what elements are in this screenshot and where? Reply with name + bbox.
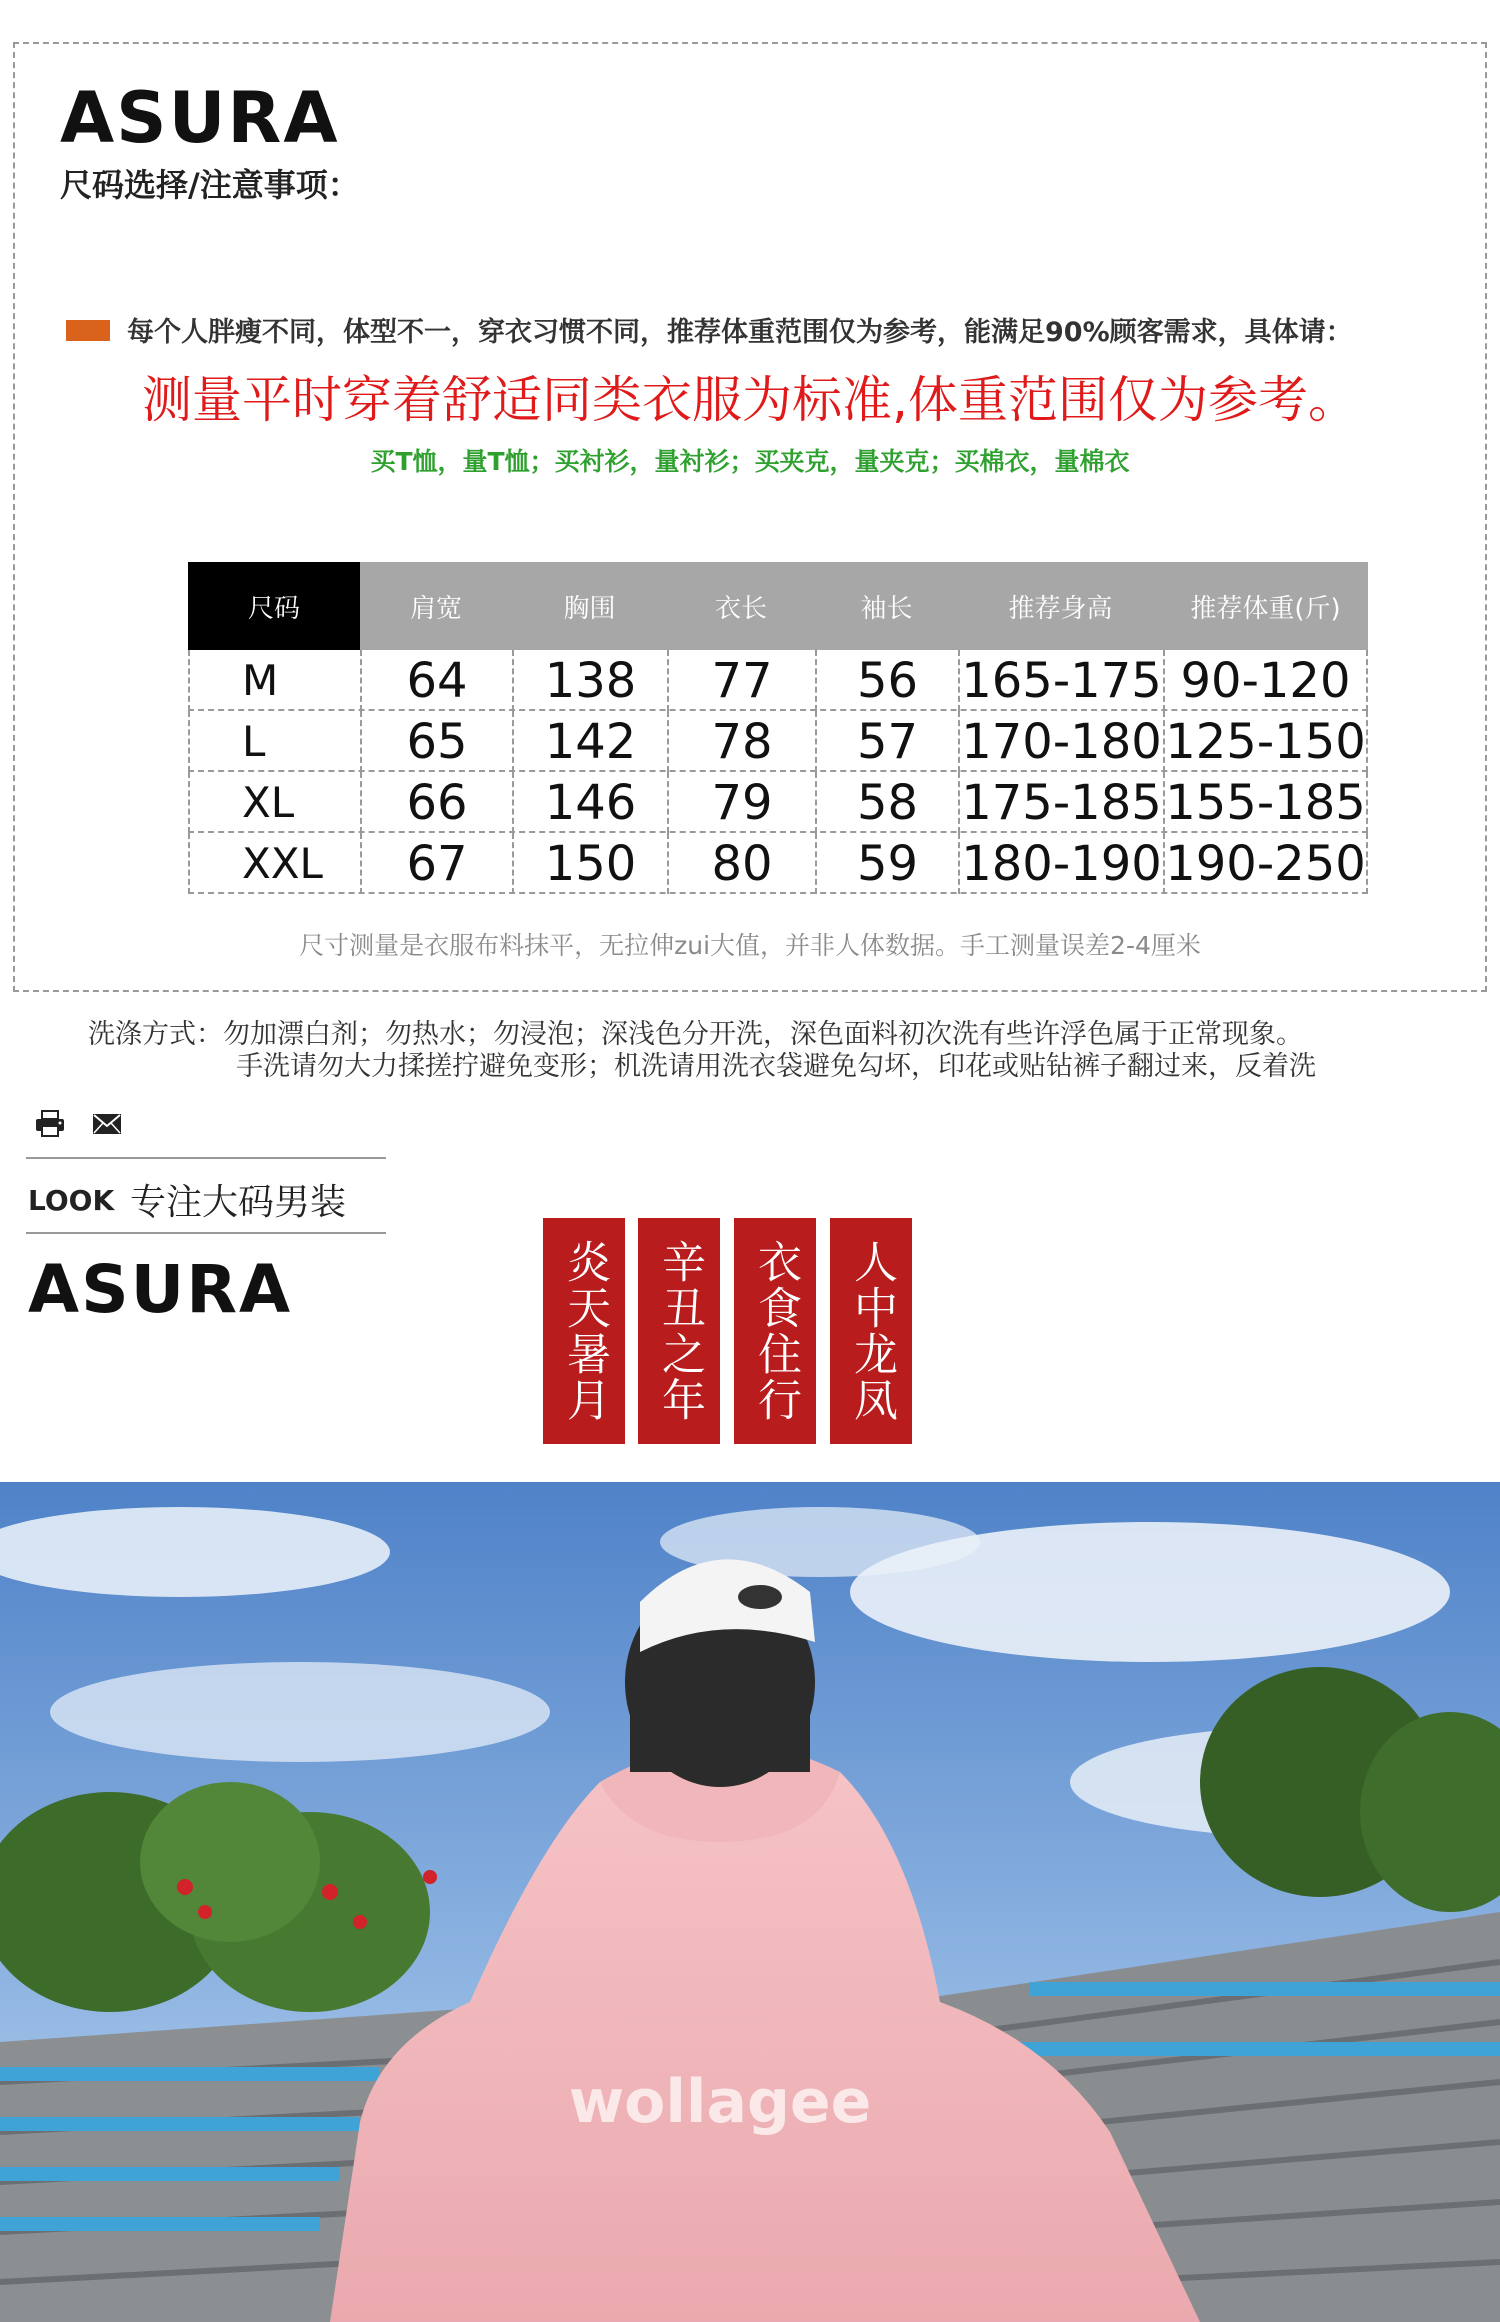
table-cell: L [188, 711, 360, 772]
table-cell: 80 [667, 833, 815, 894]
guide-red-note: 测量平时穿着舒适同类衣服为标准,体重范围仅为参考。 [142, 371, 1358, 429]
table-cell: 190-250 [1163, 833, 1368, 894]
table-cell: 56 [815, 650, 958, 711]
guide-note: 每个人胖瘦不同，体型不一，穿衣习惯不同，推荐体重范围仅为参考，能满足90%顾客需求，具体请： [127, 317, 1353, 348]
brand-logo-top: ASURA [60, 77, 340, 159]
table-cell: 59 [815, 833, 958, 894]
table-cell: 66 [360, 772, 512, 833]
table-cell: 67 [360, 833, 512, 894]
table-cell: M [188, 650, 360, 711]
product-photo [0, 1482, 1500, 2322]
table-cell: XL [188, 772, 360, 833]
table-cell: 78 [667, 711, 815, 772]
table-header: 推荐身高 [958, 562, 1163, 650]
table-header: 袖长 [815, 562, 958, 650]
divider [26, 1232, 386, 1234]
measure-note: 尺寸测量是衣服布料抹平，无拉伸zui大值，并非人体数据。手工测量误差2-4厘米 [299, 931, 1201, 960]
table-row [188, 833, 1368, 894]
slogan-tile [734, 1218, 816, 1444]
table-header: 衣长 [667, 562, 815, 650]
table-cell: 142 [512, 711, 667, 772]
wash-instruction-line-2: 手洗请勿大力揉搓拧避免变形；机洗请用洗衣袋避免勾坏，印花或贴钻裤子翻过来，反着洗 [236, 1051, 1316, 1082]
slogan-text: 炎天暑月 [559, 1239, 610, 1423]
printer-icon[interactable] [34, 1110, 66, 1138]
table-cell: 155-185 [1163, 772, 1368, 833]
table-cell: 165-175 [958, 650, 1163, 711]
product-photo-illustration [0, 1482, 1500, 2322]
focus-tagline: 专注大码男装 [130, 1182, 347, 1223]
slogan-tile [638, 1218, 720, 1444]
size-table [188, 562, 1368, 896]
wash-instruction-line-1: 洗涤方式：勿加漂白剂；勿热水；勿浸泡；深浅色分开洗，深色面料初次洗有些许浮色属于正常现象。 [88, 1019, 1303, 1050]
mail-icon[interactable] [92, 1112, 122, 1136]
table-cell: 65 [360, 711, 512, 772]
guide-title: 尺码选择/注意事项： [60, 166, 360, 204]
jacket-print: wollagee [568, 2067, 872, 2137]
table-cell: 64 [360, 650, 512, 711]
table-cell: 79 [667, 772, 815, 833]
slogan-text: 衣食住行 [750, 1239, 801, 1423]
table-header: 尺码 [188, 562, 360, 650]
look-label: LOOK [28, 1184, 115, 1217]
table-header: 胸围 [512, 562, 667, 650]
table-cell: 175-185 [958, 772, 1163, 833]
table-cell: 150 [512, 833, 667, 894]
slogan-tile [830, 1218, 912, 1444]
table-cell: 170-180 [958, 711, 1163, 772]
slogan-text: 辛丑之年 [654, 1239, 705, 1423]
brand-logo-bottom: ASURA [28, 1251, 293, 1328]
table-cell: 57 [815, 711, 958, 772]
slogan-tile [543, 1218, 625, 1444]
table-header: 肩宽 [360, 562, 512, 650]
table-cell: 138 [512, 650, 667, 711]
table-cell: 146 [512, 772, 667, 833]
table-row [188, 711, 1368, 772]
guide-green-note: 买T恤，量T恤；买衬衫，量衬衫；买夹克，量夹克；买棉衣，量棉衣 [370, 447, 1130, 476]
table-cell: 125-150 [1163, 711, 1368, 772]
table-cell: XXL [188, 833, 360, 894]
table-header: 推荐体重(斤) [1163, 562, 1368, 650]
table-row [188, 772, 1368, 833]
table-cell: 90-120 [1163, 650, 1368, 711]
slogan-text: 人中龙凤 [846, 1239, 897, 1423]
divider [26, 1157, 386, 1159]
table-cell: 58 [815, 772, 958, 833]
orange-marker [66, 320, 110, 341]
table-cell: 180-190 [958, 833, 1163, 894]
table-cell: 77 [667, 650, 815, 711]
table-row [188, 650, 1368, 711]
